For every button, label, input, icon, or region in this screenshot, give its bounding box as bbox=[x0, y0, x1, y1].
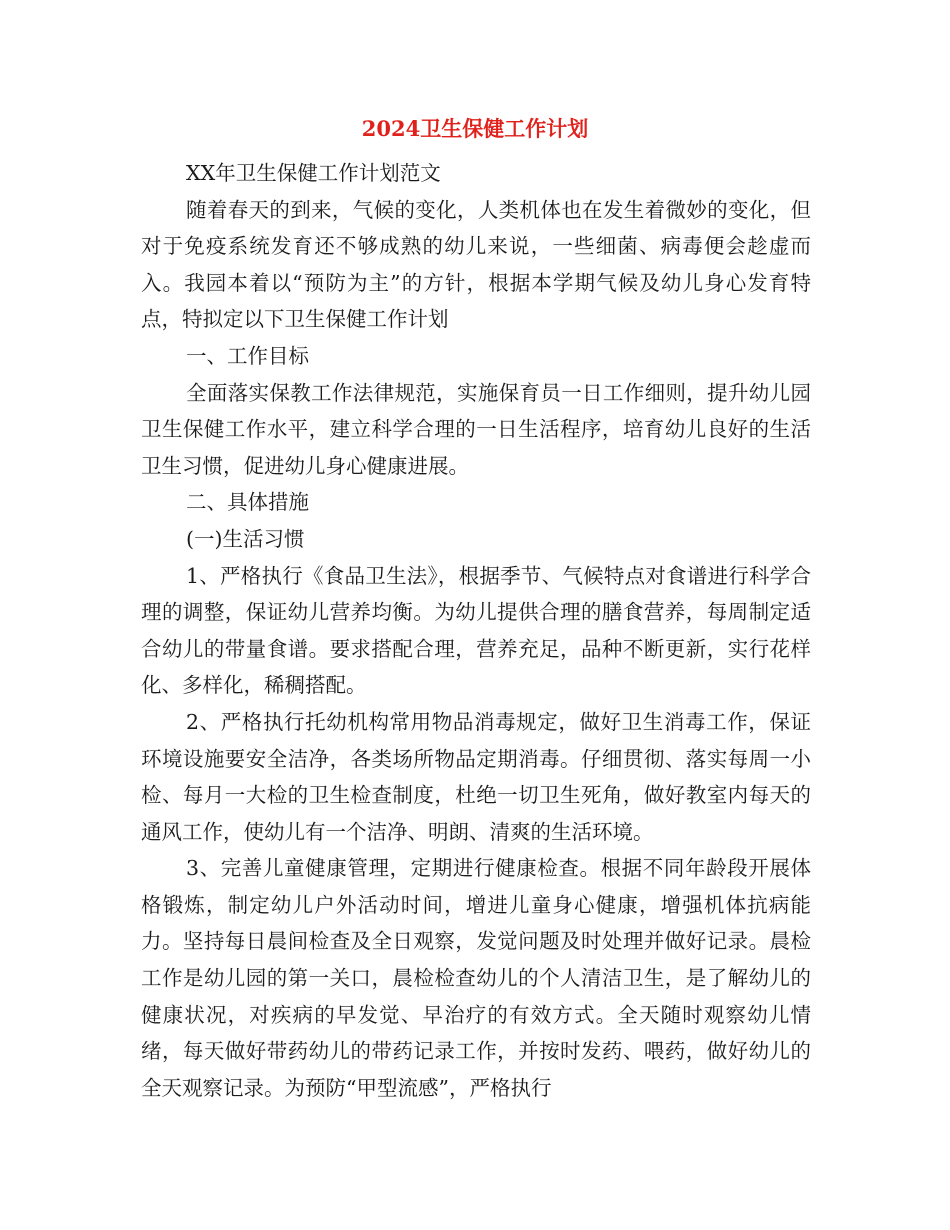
section-heading-goals: 一、工作目标 bbox=[186, 343, 309, 368]
paragraph-item-1: 1、严格执行《食品卫生法》，根据季节、气候特点对食谱进行科学合理的调整，保证幼儿营养均衡。为幼儿提供合理的膳食营养，每周制定适合幼儿的带量食谱。要求搭配合理，营养充足，品种不断更新，实行花样化、多样化，稀稠搭配。 bbox=[141, 563, 811, 698]
document-body bbox=[141, 155, 811, 1106]
document-title: 2024卫生保健工作计划 bbox=[361, 116, 589, 141]
paragraph-intro: 随着春天的到来，气候的变化，人类机体也在发生着微妙的变化，但对于免疫系统发育还不够成熟的幼儿来说，一些细菌、病毒便会趁虚而入。我园本着以“预防为主”的方针，根据本学期气候及幼儿身心发育特点，特拟定以下卫生保健工作计划 bbox=[141, 197, 811, 332]
subsection-heading-habits: (一)生活习惯 bbox=[186, 526, 305, 551]
paragraph-item-3: 3、完善儿童健康管理，定期进行健康检查。根据不同年龄段开展体格锻炼，制定幼儿户外活动时间，增进儿童身心健康，增强机体抗病能力。坚持每日晨间检查及全日观察，发觉问题及时处理并做好记录。晨检工作是幼儿园的第一关口，晨检检查幼儿的个人清洁卫生，是了解幼儿的健康状况，对疾病的早发觉、早治疗的有效方式。全天随时观察幼儿情绪，每天做好带药幼儿的带药记录工作，并按时发药、喂药，做好幼儿的全天观察记录。为预防“甲型流感”，严格执行 bbox=[141, 856, 811, 1100]
paragraph-item-2: 2、严格执行托幼机构常用物品消毒规定，做好卫生消毒工作，保证环境设施要安全洁净，各类场所物品定期消毒。仔细贯彻、落实每周一小检、每月一大检的卫生检查制度，杜绝一切卫生死角，做好教室内每天的通风工作，使幼儿有一个洁净、明朗、清爽的生活环境。 bbox=[141, 709, 811, 844]
section-heading-measures: 二、具体措施 bbox=[186, 490, 309, 515]
paragraph-subtitle: XX年卫生保健工作计划范文 bbox=[186, 161, 441, 185]
paragraph-goals: 全面落实保教工作法律规范，实施保育员一日工作细则，提升幼儿园卫生保健工作水平，建立科学合理的一日生活程序，培育幼儿良好的生活卫生习惯，促进幼儿身心健康进展。 bbox=[141, 380, 811, 478]
